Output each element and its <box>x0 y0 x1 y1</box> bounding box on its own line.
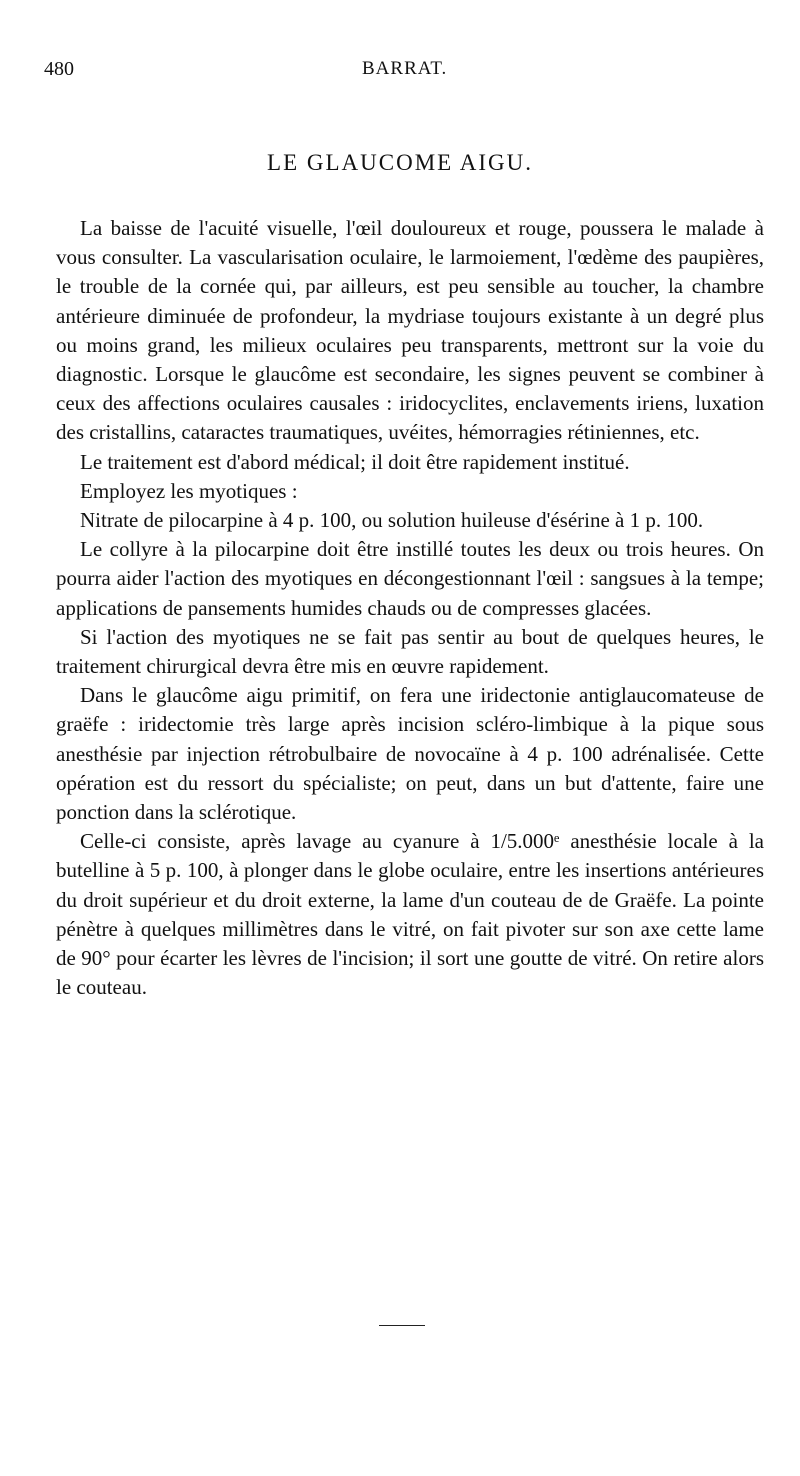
page-header <box>44 58 756 88</box>
body-text <box>56 214 764 1002</box>
page-number: 480 <box>44 58 74 80</box>
paragraph: Dans le glaucôme aigu primitif, on fera une iridectonie antiglaucomateuse de graëfe : iridectomie très large après incision scléro-limbique à la pique sous anesthésie par injection rétrobulbaire de novocaïne à 4 p. 100 adrénalisée. Cette opération est du ressort du spécialiste; on peut, dans un but d'attente, faire une ponction dans la sclérotique. <box>56 683 764 825</box>
closing-rule <box>379 1325 425 1326</box>
paragraph: Nitrate de pilocarpine à 4 p. 100, ou solution huileuse d'ésérine à 1 p. 100. <box>80 508 704 533</box>
section-title: LE GLAUCOME AIGU. <box>267 150 533 175</box>
paragraph: La baisse de l'acuité visuelle, l'œil douloureux et rouge, poussera le malade à vous consulter. La vascularisation oculaire, le larmoiement, l'œdème des paupières, le trouble de la cornée qui, par ailleurs, est peu sensible au toucher, la chambre antérieure diminuée de profondeur, la mydriase toujours existante à un degré plus ou moins grand, les milieux oculaires peu transparents, mettront sur la voie du diagnostic. Lorsque le glaucôme est secondaire, les signes peuvent se combiner à ceux des affections oculaires causales : iridocyclites, enclavements iriens, luxation des cristallins, cataractes traumatiques, uvéites, hémorragies rétiniennes, etc. <box>56 216 764 445</box>
paragraph: Celle-ci consiste, après lavage au cyanure à 1/5.000ᵉ anesthésie locale à la butelline à 5 p. 100, à plonger dans le globe oculaire, entre les insertions antérieures du droit supérieur et du droit externe, la lame d'un couteau de de Graëfe. La pointe pénètre à quelques millimètres dans le vitré, on fait pivoter sur son axe cette lame de 90° pour écarter les lèvres de l'incision; il sort une goutte de vitré. On retire alors le couteau. <box>56 829 764 1000</box>
running-head: BARRAT. <box>362 58 448 79</box>
paragraph: Employez les myotiques : <box>80 478 298 503</box>
paragraph: Si l'action des myotiques ne se fait pas sentir au bout de quelques heures, le traitement chirurgical devra être mis en œuvre rapidement. <box>56 624 764 679</box>
paragraph: Le collyre à la pilocarpine doit être instillé toutes les deux ou trois heures. On pourra aider l'action des myotiques en décongestionnant l'œil : sangsues à la tempe; applications de pansements humides chauds ou de compresses glacées. <box>56 537 764 620</box>
paragraph: Le traitement est d'abord médical; il doit être rapidement institué. <box>80 449 630 474</box>
